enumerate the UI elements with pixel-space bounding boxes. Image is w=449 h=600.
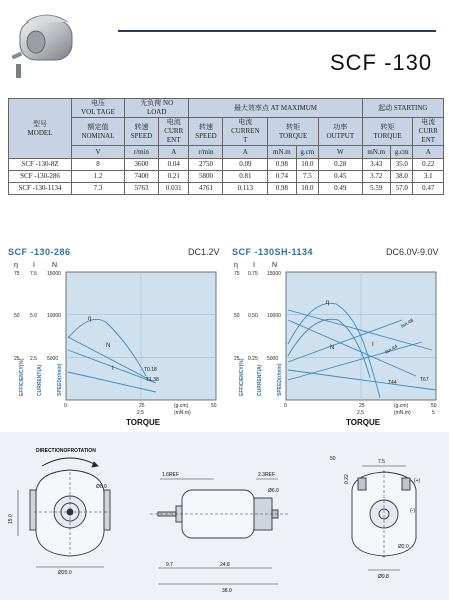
svg-text:50: 50: [211, 403, 217, 409]
chart2-plot: [226, 258, 446, 428]
svg-text:5.0: 5.0: [30, 313, 37, 319]
col-noload-head: 无负荷 NO LOAD: [124, 99, 189, 118]
svg-text:(mN.m): (mN.m): [394, 410, 411, 416]
svg-text:0: 0: [64, 403, 67, 409]
table-header-row-1: [9, 99, 444, 118]
svg-text:5000: 5000: [47, 356, 59, 362]
direction-label: DIRECTIONOFROTATION: [36, 448, 96, 454]
spec-table: [8, 98, 444, 195]
dim-ref-16: 1.6REF: [162, 472, 179, 478]
svg-text:I: I: [253, 262, 255, 269]
svg-text:(mN.m): (mN.m): [174, 410, 191, 416]
dim-98-dia: Ø9.8: [378, 574, 389, 580]
col-model-head: 型号 MODEL: [9, 99, 72, 159]
terminal-minus: (-): [410, 508, 415, 514]
svg-text:SPEED(r/min): SPEED(r/min): [277, 363, 283, 396]
col-maxeff-head: 最大效率点 AT MAXIMUM: [189, 99, 362, 118]
svg-text:25: 25: [359, 403, 365, 409]
svg-text:Isn.48: Isn.48: [400, 317, 415, 330]
chart1-label-n: N: [106, 343, 111, 349]
table-row: SCF -130-286 1.2 7400 0.21 5800 0.81 0.74 7.5 0.45 3.72 38.0 3.1: [9, 171, 444, 183]
dim-len-380: 38.0: [222, 588, 232, 594]
chart1-label-eta: η: [88, 316, 92, 322]
dim-len-248: 24.8: [220, 562, 230, 568]
svg-text:EFFICIENCY(%): EFFICIENCY(%): [19, 358, 25, 396]
svg-text:2.5: 2.5: [357, 410, 364, 416]
side-view: [150, 479, 290, 584]
front-view: [18, 448, 110, 567]
table-row: SCF -130-8Z 8 3600 0.04 2750 0.09 0.98 10.0 0.28 3.43 35.0 0.22: [9, 159, 444, 171]
table-row: SCF -130-1134 7.3 5763 0.031 4761 0.113 0.98 10.0 0.49 5.59 57.0 0.47: [9, 183, 444, 195]
chart1-head-n: N: [52, 262, 58, 269]
chart1-head-i: I: [33, 262, 35, 269]
svg-text:50: 50: [431, 403, 437, 409]
svg-text:2.5: 2.5: [137, 410, 144, 416]
svg-text:5000: 5000: [267, 356, 279, 362]
svg-text:50: 50: [14, 313, 20, 319]
page-title: SCF -130: [330, 50, 433, 75]
chart2-voltage: DC6.0V-9.0V: [386, 247, 439, 257]
dim-w50: 50: [330, 456, 336, 462]
chart2-label-eta: η: [326, 300, 330, 306]
chart1-xlabel: TORQUE: [126, 418, 161, 427]
svg-text:10000: 10000: [267, 313, 281, 319]
dim-len-97: 9.7: [166, 562, 173, 568]
svg-text:T44: T44: [388, 380, 397, 386]
svg-text:25: 25: [234, 356, 240, 362]
dim-boss-dia: Ø6.0: [268, 488, 279, 494]
svg-text:15000: 15000: [267, 271, 281, 277]
table-units-row: V r/min A r/min A mN.m g.cm W mN.m g.cm A: [9, 146, 444, 159]
dim-shaft-dia: Ø8.0: [96, 484, 107, 490]
svg-text:15000: 15000: [47, 271, 61, 277]
svg-text:0.50: 0.50: [248, 313, 258, 319]
terminal-plus: (+): [414, 478, 421, 484]
svg-text:CURRENT(A): CURRENT(A): [257, 364, 263, 396]
chart1-label-i: I: [112, 366, 114, 372]
svg-text:75: 75: [14, 271, 20, 277]
svg-text:0.75: 0.75: [248, 271, 258, 277]
svg-text:2.5: 2.5: [30, 356, 37, 362]
svg-text:7.5: 7.5: [30, 271, 37, 277]
svg-text:25: 25: [139, 403, 145, 409]
col-starting-head: 起动 STARTING: [362, 99, 443, 118]
svg-text:N: N: [272, 262, 278, 269]
svg-text:(g.cm): (g.cm): [174, 403, 189, 409]
table-header-row-2: 额定值 NOMINAL 转速 SPEED 电流 CURR ENT 转速 SPEED 电流 CURREN T 转矩 TORQUE 功率 OUTPUT 转矩 TORQUE 电流 CURR ENT: [9, 118, 444, 146]
col-nominal-head: 额定值 NOMINAL: [72, 118, 125, 146]
col-voltage-head: 电压 VOL TAGE: [72, 99, 125, 118]
svg-text:Isn.44: Isn.44: [384, 343, 399, 356]
svg-text:10000: 10000: [47, 313, 61, 319]
svg-text:SPEED(r/min): SPEED(r/min): [57, 363, 63, 396]
chart1-plot: [6, 258, 226, 428]
svg-text:CURRENT(A): CURRENT(A): [37, 364, 43, 396]
dim-height: 15.0: [8, 514, 14, 524]
dim-ref-23: 2.3REF: [258, 472, 275, 478]
svg-text:75: 75: [234, 271, 240, 277]
header-rule: [118, 30, 436, 32]
chart2-label-i: I: [372, 342, 374, 348]
chart1-label-t2: T1.38: [146, 377, 159, 383]
chart2-title: SCF -130SH-1134: [232, 247, 314, 257]
svg-text:η: η: [234, 262, 238, 269]
svg-text:50: 50: [234, 313, 240, 319]
chart1-title: SCF -130-286: [8, 247, 71, 257]
svg-text:EFFICIENCY(%): EFFICIENCY(%): [239, 358, 245, 396]
dim-w75: 7.5: [378, 459, 385, 465]
svg-text:(g.cm): (g.cm): [394, 403, 409, 409]
chart2-xlabel: TORQUE: [346, 418, 381, 427]
chart2-label-n: N: [330, 345, 335, 351]
svg-text:5: 5: [432, 410, 435, 416]
svg-text:25: 25: [14, 356, 20, 362]
chart1-label-t1: T0.18: [144, 367, 157, 373]
motor-photo: [6, 2, 84, 82]
chart1-voltage: DC1.2V: [188, 247, 220, 257]
chart1-head-eta: η: [14, 262, 18, 269]
svg-text:0.25: 0.25: [248, 356, 258, 362]
dim-t022: 0.22: [344, 474, 350, 484]
dim-body-dia: Ø20.0: [58, 570, 72, 576]
rear-view: [352, 466, 416, 570]
dim-hole-dia: Ø2.0: [398, 544, 409, 550]
technical-drawing: [0, 432, 449, 600]
svg-text:0: 0: [284, 403, 287, 409]
svg-text:T67: T67: [420, 377, 429, 383]
